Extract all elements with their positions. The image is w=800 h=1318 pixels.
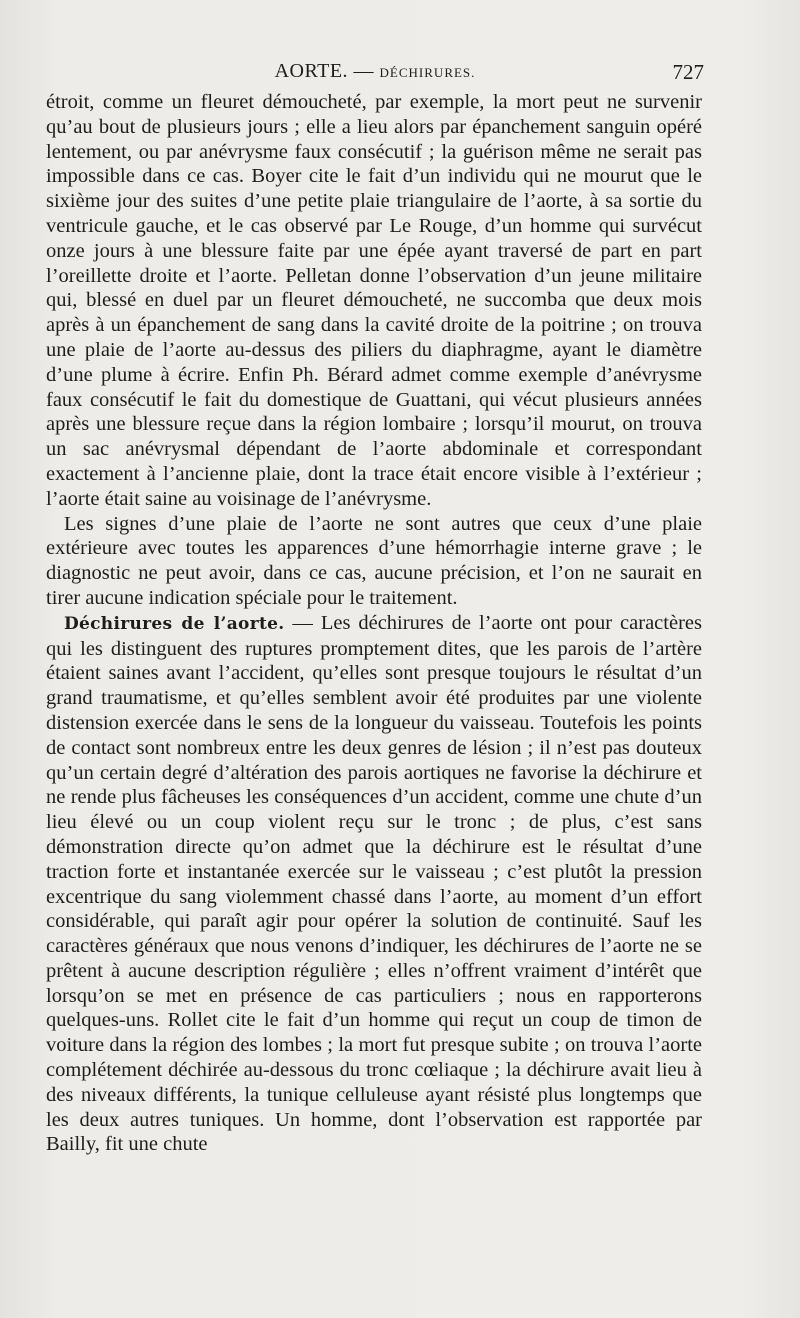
- running-title: [46, 60, 704, 83]
- body-text: [46, 90, 702, 1157]
- section-heading: Déchirures de l’aorte.: [64, 613, 285, 634]
- page-header: [46, 60, 704, 86]
- paragraph-signs: Les signes d’une plaie de l’aorte ne sont autres que ceux d’une plaie extérieure avec toutes les apparences d’une hémorrhagie interne grave ; le diagnostic ne peut avoir, dans ce cas, aucune précision, et l’on ne saurait en tirer aucune indication spéciale pour le traitement.: [46, 512, 702, 609]
- running-title-main: AORTE. —: [274, 60, 380, 82]
- paragraph-dechirures: [46, 611, 702, 1158]
- paragraph-continuation: étroit, comme un fleuret démoucheté, par exemple, la mort peut ne survenir qu’au bout de plusieurs jours ; elle a lieu alors par épanchement sanguin opéré lentement, ou par anévrysme faux consécutif ; la guérison même ne serait pas impossible dans ce cas. Boyer cite le fait d’un individu qui ne mourut que le sixième jour des suites d’une petite plaie triangulaire de l’aorte, à sa sortie du ventricule gauche, et le cas observé par Le Rouge, d’un homme qui survécut onze jours à une blessure faite par une épée ayant traversé de part en part l’oreillette droite et l’aorte. Pelletan donne l’observation d’un jeune militaire qui, blessé en duel par un fleuret démoucheté, ne succomba que deux mois après à un épanchement de sang dans la cavité droite de la poitrine ; on trouva une plaie de l’aorte au-dessus des piliers du diaphragme, ayant le diamètre d’une plume à écrire. Enfin Ph. Bérard admet comme exemple d’anévrysme faux consécutif le fait du domestique de Guattani, qui vécut plusieurs années après une blessure reçue dans la région lombaire ; lorsqu’il mourut, on trouva un sac anévrysmal dépendant de l’aorte abdominale et correspondant exactement à l’ancienne plaie, dont la trace était encore visible à l’extérieur ; l’aorte était saine au voisinage de l’anévrysme.: [46, 91, 702, 510]
- page-number: 727: [672, 60, 704, 84]
- paragraph-dechirures-text: — Les déchirures de l’aorte ont pour caractères qui les distinguent des ruptures promptement dites, que les parois de l’artère étaient saines avant l’accident, qu’elles sont presque toujours le résultat d’un grand traumatisme, et qu’elles semblent avoir été produites par une violente distension exercée dans le sens de la longueur du vaisseau. Toutefois les points de contact sont nombreux entre les deux genres de lésion ; il n’est pas douteux qu’un certain degré d’altération des parois aortiques ne favorise la déchirure et ne rende plus fâcheuses les conséquences d’un accident, comme une chute d’un lieu élevé ou un coup violent reçu sur le tronc ; de plus, c’est sans démonstration directe qu’on admet que la déchirure est le résultat d’une traction forte et instantanée exercée sur le vaisseau ; c’est plutôt la pression excentrique du sang violemment chassé dans l’aorte, au moment d’un effort considérable, qui paraît agir pour opérer la solution de continuité. Sauf les caractères généraux que nous venons d’indiquer, les déchirures de l’aorte ne se prêtent à aucune description régulière ; elles n’offrent vraiment d’intérêt que lorsqu’on se met en présence de cas particuliers ; nous en rapporterons quelques-uns. Rollet cite le fait d’un homme qui reçut un coup de timon de voiture dans la région des lombes ; la mort fut presque subite ; on trouva l’aorte complétement déchirée au-dessous du tronc cœliaque ; la déchirure avait lieu à des niveaux différents, la tunique celluleuse ayant résisté plus longtemps que les deux autres tuniques. Un homme, dont l’observation est rapportée par Bailly, fit une chute: [46, 611, 702, 1156]
- running-title-sub: DÉCHIRURES.: [379, 65, 476, 80]
